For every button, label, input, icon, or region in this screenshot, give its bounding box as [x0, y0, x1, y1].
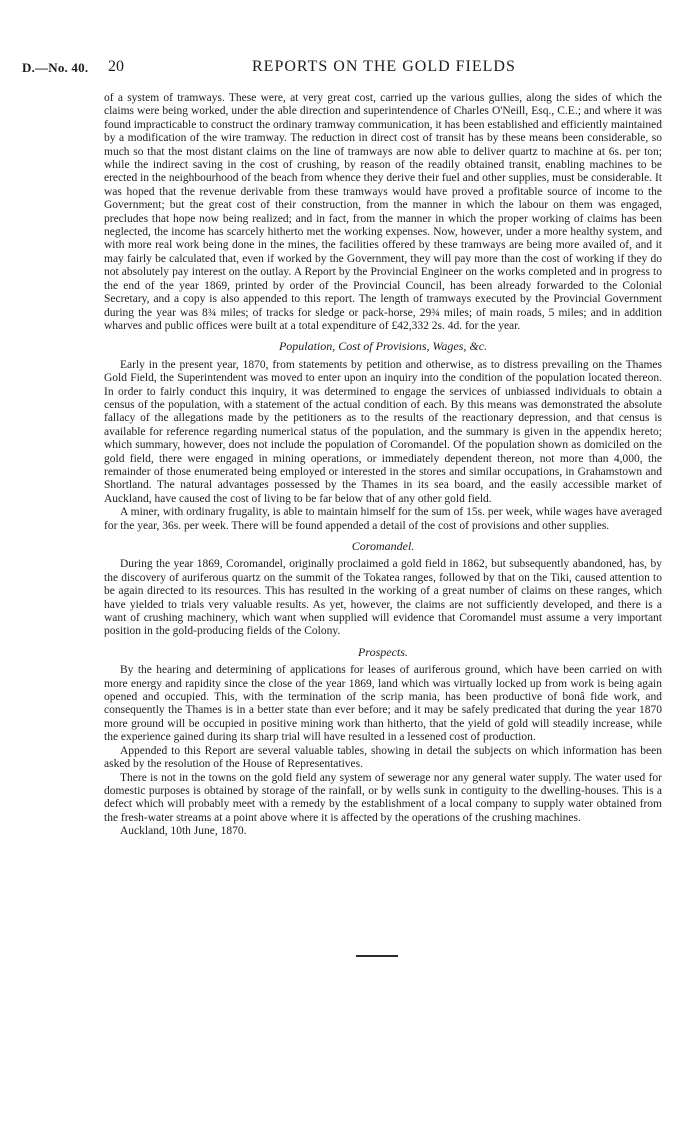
paragraph-tramways: of a system of tramways. These were, at very great cost, carried up the various gullies, along the sides of which the claims were being worked, under the able direction and superintendence of Charles O'Neill, Esq., C.E.; and where it was found impracticable to construct the ordinary tramway communication, it has been established and efficiently maintained by a modification of the wire tramway. The reduction in direct cost of transit has by these means been considerable, so much so that the most distant claims on the line of tramways are now able to deliver quartz to machine at 6s. per ton; while the indirect saving in the cost of crushing, by reason of the readily obtained transit, enabling machines to be erected in the neighbourhood of the beach from whence they derive their fuel and other supplies, must be considerable. It was hoped that the revenue derivable from these tramways would have proved a profitable source of income to the Government; but the great cost of their construction, from the manner in which the labour on them was engaged, precludes that hope now being realized; and in fact, from the manner in which the proper working of claims has been neglected, the income has scarcely hitherto met the working expenses. Now, however, under a more healthy system, and with more real work being done in the mines, the facilities offered by these tramways are being more availed of, and it may fairly be calculated that, even if worked by the Government, they will pay more than the cost of working if they do not absolutely pay interest on the outlay. A Report by the Provincial Engineer on the works completed and in progress to the end of the year 1869, printed by order of the Provincial Council, has been already forwarded to the Colonial Secretary, and a copy is also appended to this report. The length of tramways executed by the Provincial Government during the year was 8¾ miles; of tracks for sledge or pack-horse, 29¾ miles; of main roads, 5 miles; and in addition wharves and public offices were built at a total expenditure of £42,332 2s. 4d. for the year.: [104, 92, 662, 332]
heading-population: Population, Cost of Provisions, Wages, &c.: [278, 339, 488, 354]
paragraph-prospects: By the hearing and determining of applications for leases of auriferous ground, which have been carried on with more energy and rapidity since the close of the year 1869, land which was virtually locked up from work is being again opened and occupied. This, with the termination of the scrip mania, has been productive of bonâ fide work, and consequently the Thames is in a better state than ever before; and it may be safely predicated that during the year 1870 more ground will be occupied in positive mining work than hitherto, that the yield of gold will steadily increase, while the experience gained during its sharp trial will have resulted in a lessened cost of production.: [104, 664, 662, 744]
document-reference: D.—No. 40.: [22, 60, 89, 75]
running-title: REPORTS ON THE GOLD FIELDS: [252, 58, 516, 75]
heading-prospects: Prospects.: [358, 644, 408, 659]
page-header: [22, 58, 682, 80]
paragraph-tables: Appended to this Report are several valuable tables, showing in detail the subjects on which information has been asked by the resolution of the House of Representatives.: [104, 744, 662, 771]
paragraph-water-supply: There is not in the towns on the gold field any system of sewerage nor any general water supply. The water used for domestic purposes is obtained by storage of the rainfall, or by wells sunk in contiguity to the dwelling-houses. This is a defect which will probably meet with a remedy by the establishment of a local company to supply water obtained from the fresh-water streams at a point above where it is affected by the operations of the crushing machines.: [104, 771, 662, 824]
paragraph-wages: A miner, with ordinary frugality, is able to maintain himself for the sum of 15s. per week, while wages have averaged for the year, 36s. per week. There will be found appended a detail of the cost of provisions and other supplies.: [104, 506, 662, 532]
page-number: 20: [108, 58, 124, 75]
paragraph-coromandel: During the year 1869, Coromandel, originally proclaimed a gold field in 1862, but subsequently abandoned, has, by the discovery of auriferous quartz on the summit of the Tokatea ranges, followed by that on the Tiki, caused attention to be again directed to its resources. This has resulted in the working of a great number of claims on these ranges, which have yielded to trials very valuable results. As yet, however, the claims are not sufficiently developed, and there is a want of crushing machinery, which want when supplied will evidence that Coromandel must assume a very important position in the gold-producing fields of the Colony.: [104, 558, 662, 638]
report-body: [104, 92, 662, 839]
heading-coromandel: Coromandel.: [351, 539, 415, 553]
closing-rule: [356, 955, 398, 957]
paragraph-population: Early in the present year, 1870, from statements by petition and otherwise, as to distress prevailing on the Thames Gold Field, the Superintendent was moved to enter upon an inquiry into the condition of the population located thereon. In order to fairly conduct this inquiry, it was determined to engage the services of unbiassed individuals to obtain a census of the population, with a statement of the actual condition of each. By this means was demonstrated the absolute fallacy of the allegations made by the petitioners as to the results of the reactionary depression, and that census is available for reference regarding numerical status of the population, and the summary is given in the appendix hereto; which summary, however, does not include the population of Coromandel. Of the population shown as domiciled on the gold field, there were engaged in mining operations, or immediately dependent thereon, not more than 4,000, the remainder of those enumerated being employed or interested in the stores and similar occupations, in Grahamstown and Shortland. The natural advantages possessed by the Thames in its sea board, and the easily accessible market of Auckland, have caused the cost of living to be far below that of any other gold field.: [104, 358, 662, 505]
signoff-date: Auckland, 10th June, 1870.: [120, 825, 247, 838]
